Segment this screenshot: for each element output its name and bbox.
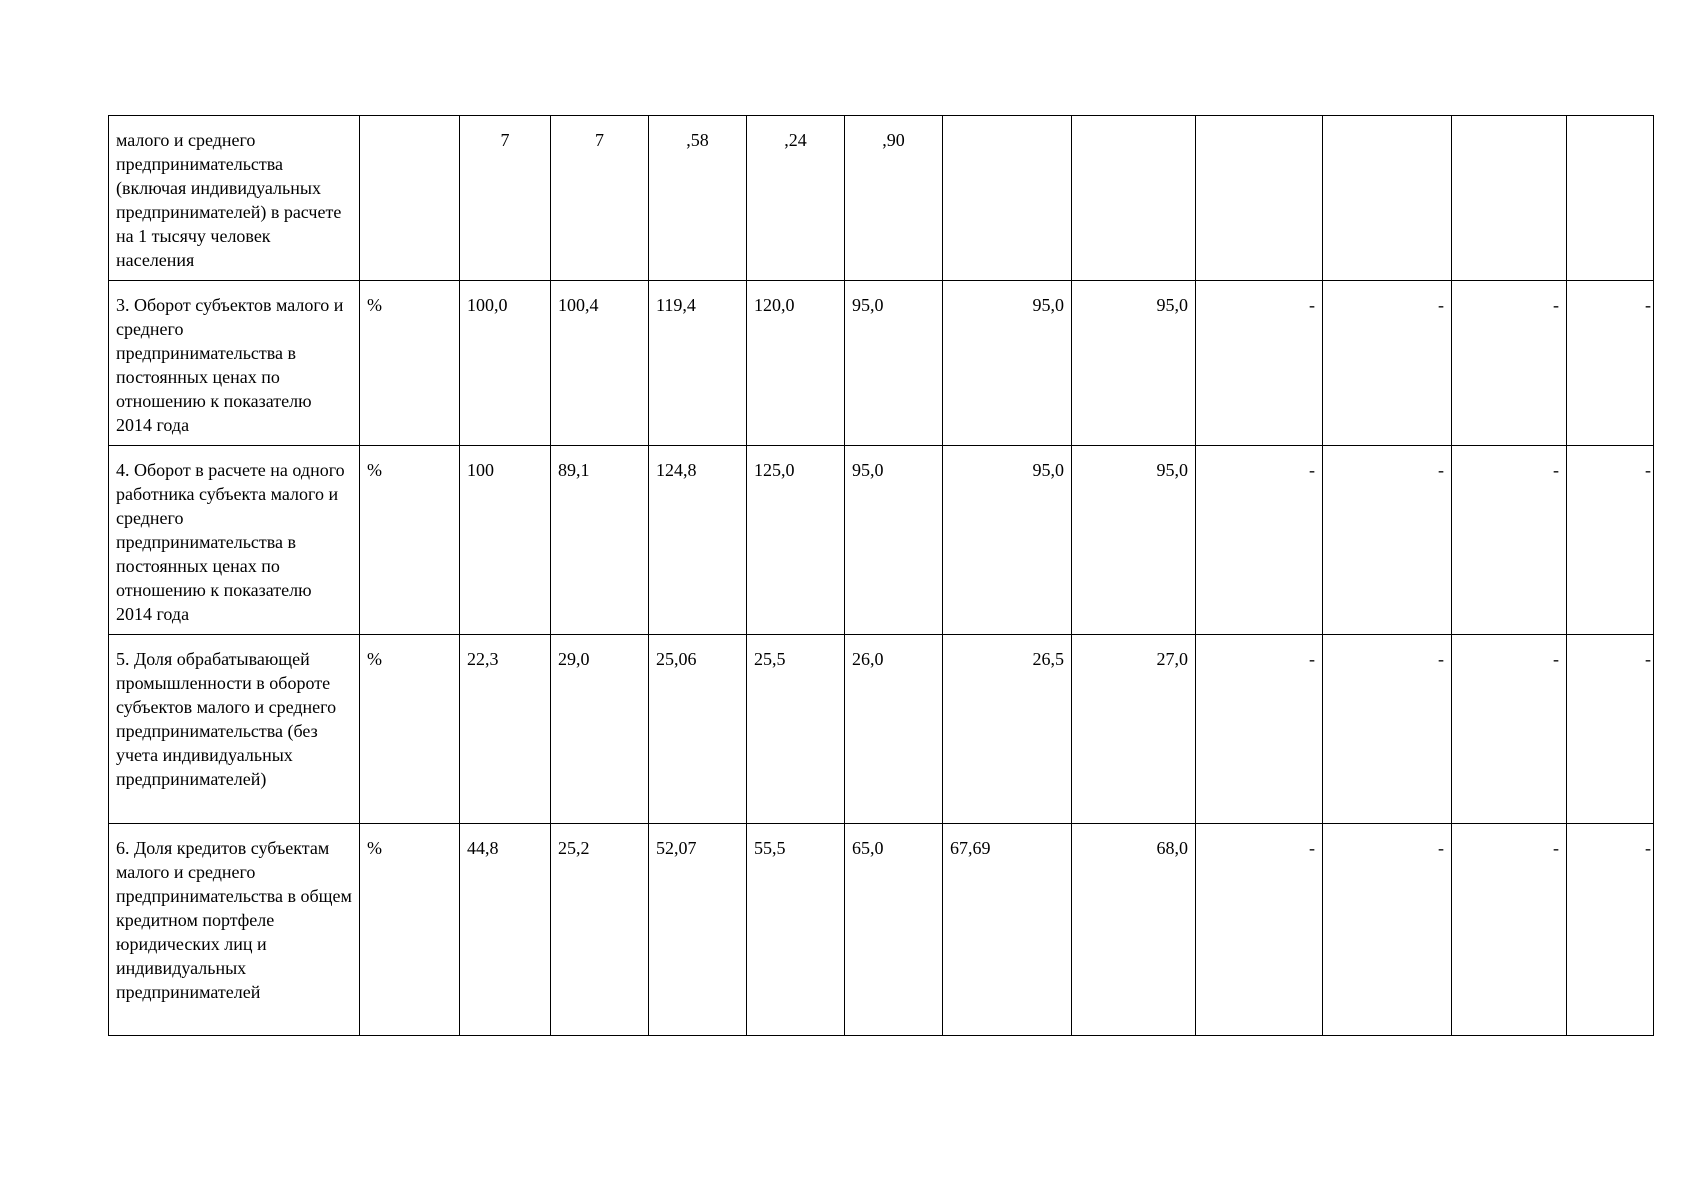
value-cell-2022: - <box>1452 446 1567 635</box>
value-cell-2017: ,90 <box>845 116 943 281</box>
cut-value: - <box>1645 460 1651 480</box>
cut-value: - <box>1645 295 1651 315</box>
value-cell-2018: 67,69 <box>943 824 1072 1036</box>
value-cell-2016: 25,5 <box>747 635 845 824</box>
value-cell-2023 <box>1567 116 1654 281</box>
value-cell-2017: 26,0 <box>845 635 943 824</box>
value-cell-2019 <box>1072 116 1196 281</box>
unit-cell: % <box>360 281 460 446</box>
value-cell-2017: 65,0 <box>845 824 943 1036</box>
value-cell-2018 <box>943 116 1072 281</box>
value-cell-2013: 100,0 <box>460 281 551 446</box>
value-cell-2015: 52,07 <box>649 824 747 1036</box>
value-cell-2021 <box>1323 116 1452 281</box>
value-cell-2013: 22,3 <box>460 635 551 824</box>
value-cell-2022: - <box>1452 635 1567 824</box>
value-cell-2018: 26,5 <box>943 635 1072 824</box>
indicator-cell: 3. Оборот субъектов малого и среднего предпринимательства в постоянных ценах по отношению к показателю 2014 года <box>109 281 360 446</box>
table-row <box>109 281 1654 446</box>
value-cell-2022: - <box>1452 281 1567 446</box>
value-cell-2019: 95,0 <box>1072 446 1196 635</box>
indicator-cell: 4. Оборот в расчете на одного работника субъекта малого и среднего предпринимательства в постоянных ценах по отношению к показателю 2014 года <box>109 446 360 635</box>
value-cell-2020: - <box>1196 446 1323 635</box>
value-cell-2016: ,24 <box>747 116 845 281</box>
value-cell-2015: 124,8 <box>649 446 747 635</box>
value-cell-2014: 100,4 <box>551 281 649 446</box>
value-cell-2018: 95,0 <box>943 281 1072 446</box>
value-cell-2015: 119,4 <box>649 281 747 446</box>
value-cell-2013: 7 <box>460 116 551 281</box>
value-cell-2019: 68,0 <box>1072 824 1196 1036</box>
table-row <box>109 116 1654 281</box>
value-cell-2013: 100 <box>460 446 551 635</box>
cut-value: - <box>1645 838 1651 858</box>
value-cell-2015: ,58 <box>649 116 747 281</box>
value-cell-2020: - <box>1196 635 1323 824</box>
value-cell-2019: 95,0 <box>1072 281 1196 446</box>
cut-value: - <box>1645 649 1651 669</box>
value-cell-2022 <box>1452 116 1567 281</box>
value-cell-2017: 95,0 <box>845 281 943 446</box>
value-cell-2023 <box>1567 446 1654 635</box>
value-cell-2021: - <box>1323 446 1452 635</box>
value-cell-2014: 7 <box>551 116 649 281</box>
unit-cell: % <box>360 446 460 635</box>
value-cell-2021: - <box>1323 635 1452 824</box>
value-cell-2020 <box>1196 116 1323 281</box>
value-cell-2022: - <box>1452 824 1567 1036</box>
value-cell-2015: 25,06 <box>649 635 747 824</box>
value-cell-2016: 125,0 <box>747 446 845 635</box>
table-row <box>109 824 1654 1036</box>
value-cell-2018: 95,0 <box>943 446 1072 635</box>
value-cell-2020: - <box>1196 281 1323 446</box>
value-cell-2023 <box>1567 281 1654 446</box>
value-cell-2017: 95,0 <box>845 446 943 635</box>
value-cell-2019: 27,0 <box>1072 635 1196 824</box>
unit-cell: % <box>360 824 460 1036</box>
value-cell-2021: - <box>1323 824 1452 1036</box>
unit-cell <box>360 116 460 281</box>
value-cell-2016: 55,5 <box>747 824 845 1036</box>
value-cell-2014: 29,0 <box>551 635 649 824</box>
value-cell-2023 <box>1567 635 1654 824</box>
indicator-cell: 5. Доля обрабатывающей промышленности в обороте субъектов малого и среднего предпринимательства (без учета индивидуальных предпринимателей) <box>109 635 360 824</box>
value-cell-2023 <box>1567 824 1654 1036</box>
unit-cell: % <box>360 635 460 824</box>
value-cell-2014: 89,1 <box>551 446 649 635</box>
table-row <box>109 446 1654 635</box>
indicators-table <box>108 115 1654 1036</box>
value-cell-2016: 120,0 <box>747 281 845 446</box>
value-cell-2021: - <box>1323 281 1452 446</box>
indicator-cell: малого и среднего предпринимательства (включая индивидуальных предпринимателей) в расчете на 1 тысячу человек населения <box>109 116 360 281</box>
value-cell-2013: 44,8 <box>460 824 551 1036</box>
indicator-cell: 6. Доля кредитов субъектам малого и среднего предпринимательства в общем кредитном портфеле юридических лиц и индивидуальных предпринимателей <box>109 824 360 1036</box>
value-cell-2014: 25,2 <box>551 824 649 1036</box>
value-cell-2020: - <box>1196 824 1323 1036</box>
table-row <box>109 635 1654 824</box>
